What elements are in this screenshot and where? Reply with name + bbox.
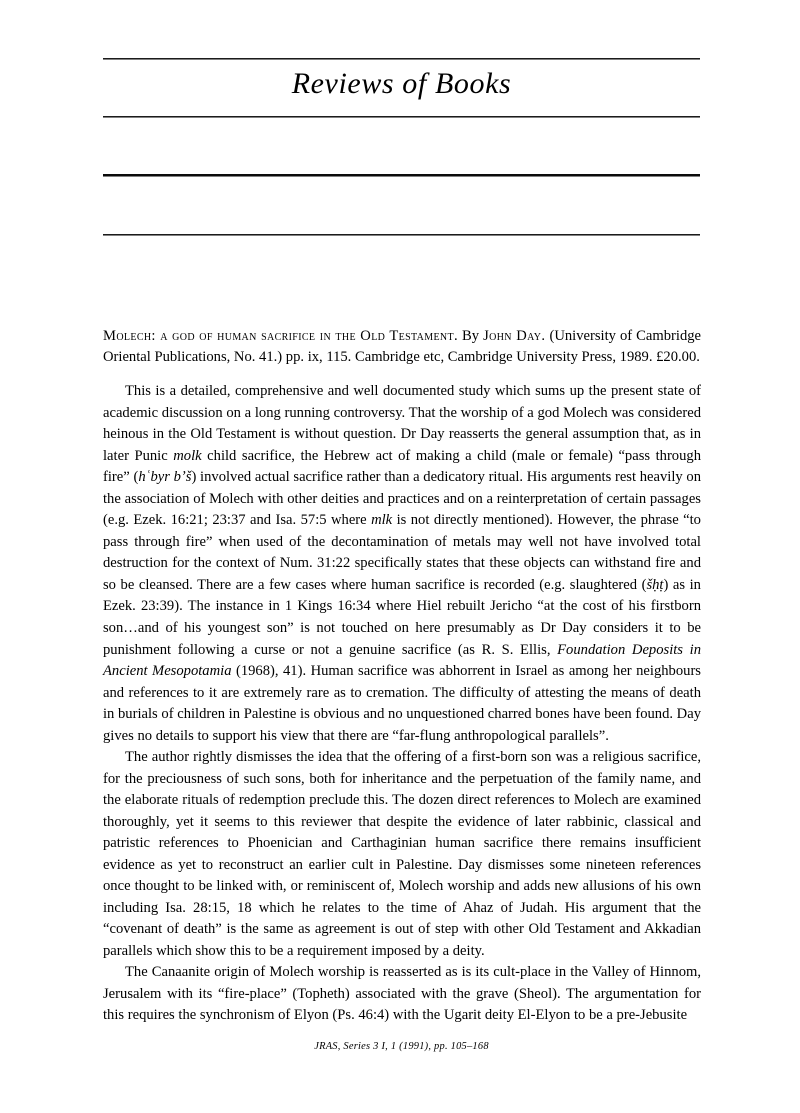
horizontal-rule-3 <box>103 174 700 176</box>
body-paragraph: The Canaanite origin of Molech worship is reasserted as is its cult-place in the Valley of Hinnom, Jerusalem with its “fire-place” (Topheth) associated with the grave (Sheol). The argumentation for this requires the synchronism of Elyon (Ps. 46:4) with the Ugarit deity El-Elyon to be a pre-Jebusite <box>103 964 701 1024</box>
citation-title: Molech: a god of human sacrifice in the Old Testament. <box>103 328 458 344</box>
book-citation <box>103 326 701 368</box>
header-rules-group <box>103 0 700 250</box>
page-footer-citation: JRAS, Series 3 I, 1 (1991), pp. 105–168 <box>314 1041 489 1052</box>
body-paragraph: The author rightly dismisses the idea that the offering of a first-born son was a religious sacrifice, for the preciousness of such sons, both for inheritance and the perpetuation of the family name, and the elaborate rituals of redemption preclude this. The dozen direct references to Molech are examined thoroughly, yet it seems to this reviewer that despite the evidence of later rabbinic, classical and patristic references to Phoenician and Carthaginian human sacrifice there remains insufficient evidence as yet to reconstruct an earlier cult in Palestine. Day dismisses some nineteen references once thought to be linked with, or reminiscent of, Molech worship and adds new allusions of his own including Isa. 28:15, 18 which he relates to the time of Ahaz of Judah. His argument that the “covenant of death” is the same as agreement is out of step with other Old Testament and Akkadian parallels which show this to be a requirement imposed by a deity. <box>103 749 701 959</box>
citation-author: John Day. <box>483 328 546 344</box>
horizontal-rule-1 <box>103 58 700 59</box>
citation-imprint: (University of Cambridge Oriental Publications, No. 41.) pp. ix, 115. Cambridge etc, Cambridge University Press, 1989. £20.00. <box>103 328 702 366</box>
horizontal-rule-4 <box>103 234 700 235</box>
citation-byline-prefix: By <box>462 328 480 344</box>
page-title: Reviews of Books <box>291 67 512 100</box>
body-paragraph: This is a detailed, comprehensive and well documented study which sums up the present state of academic discussion on a long running controversy. That the worship of a god Molech was considered heinous in the Old Testament is without question. Dr Day reasserts the general assumption that, as in later Punic molk child sacrifice, the Hebrew act of making a child (male or female) “pass through fire” (hʿbyr bʼš) involved actual sacrifice rather than a dedicatory ritual. His arguments rest heavily on the association of Molech with other deities and practices and on a reinterpretation of certain passages (e.g. Ezek. 16:21; 23:37 and Isa. 57:5 where mlk is not directly mentioned). However, the phrase “to pass through fire” when used of the decontamination of metals may well not have involved total destruction for the context of Num. 31:22 specifically states that these objects can withstand fire and so be cleansed. There are a few cases where human sacrifice is recorded (e.g. slaughtered (šḥṭ) as in Ezek. 23:39). The instance in 1 Kings 16:34 where Hiel rebuilt Jericho “at the cost of his firstborn son…and of his youngest son” is not touched on here presumably as Dr Day considers it to be punishment following a curse or not a genuine sacrifice (as R. S. Ellis, Foundation Deposits in Ancient Mesopotamia (1968), 41). Human sacrifice was abhorrent in Israel as among her neighbours and references to it are extremely rare as to cremation. The difficulty of attesting the means of death in burials of children in Palestine is obvious and no unquestioned charred bones have been found. Day gives no details to support his view that there are “far-flung anthropological parallels”. <box>103 383 701 744</box>
horizontal-rule-2 <box>103 116 700 117</box>
text-column <box>103 326 701 1027</box>
